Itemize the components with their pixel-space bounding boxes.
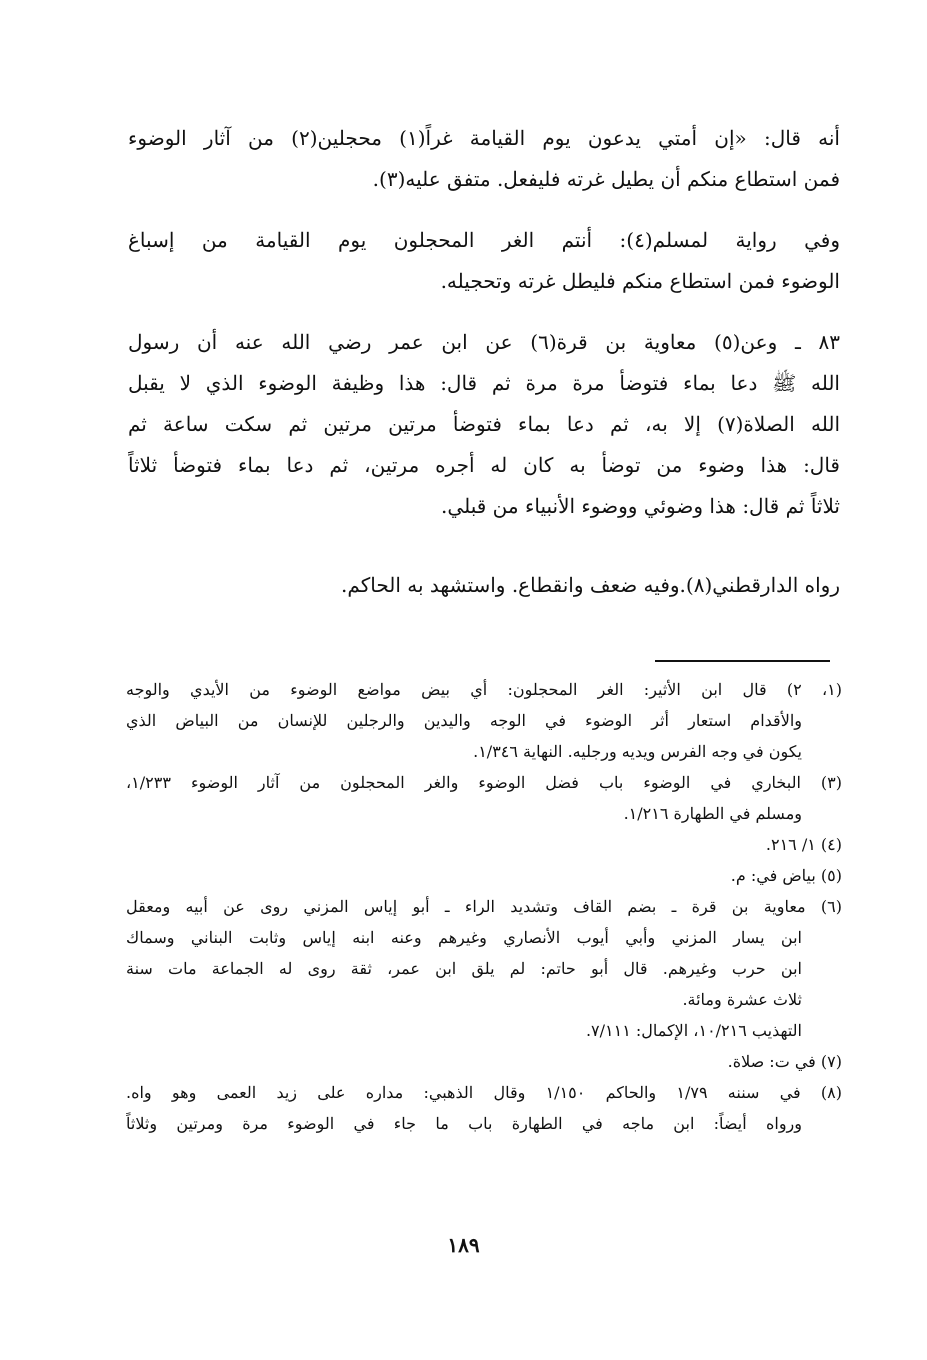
footnote-line: ثلاث عشرة ومائة. bbox=[682, 990, 802, 1009]
footnote-1-2 bbox=[126, 674, 842, 767]
footnote-line: والأقدام استعار أثر الوضوء في الوجه واليدين والرجلين للإنسان من البياض الذي bbox=[126, 711, 802, 730]
paragraph-hadith-ghurr bbox=[128, 118, 840, 200]
footnote-line: يكون في وجه الفرس ويديه ورجليه. النهاية ١/٣٤٦. bbox=[473, 742, 802, 761]
paragraph-source bbox=[128, 565, 840, 606]
footnote-line: (٣) البخاري في الوضوء باب فضل الوضوء والغر المحجلون من آثار الوضوء ١/٢٣٣، bbox=[126, 773, 842, 792]
footnote-8 bbox=[126, 1077, 842, 1139]
text-line: فمن استطاع منكم أن يطيل غرته فليفعل. متفق عليه(٣). bbox=[372, 167, 840, 191]
footnote-line: ومسلم في الطهارة ١/٢١٦. bbox=[623, 804, 802, 823]
text-line: ٨٣ ـ وعن(٥) معاوية بن قرة(٦) عن ابن عمر رضي الله عنه أن رسول bbox=[128, 330, 840, 354]
footnote-line: (١، ٢) قال ابن الأثير: الغر المحجلون: أي بيض مواضع الوضوء من الأيدي والوجه bbox=[126, 680, 842, 699]
footnote-line: ابن حرب وغيرهم. قال أبو حاتم: لم يلق ابن عمر، ثقة روى له الجماعة مات سنة bbox=[126, 959, 802, 978]
text-line: الوضوء فمن استطاع منكم فليطل غرته وتحجيله. bbox=[440, 269, 840, 293]
footnote-7 bbox=[126, 1046, 842, 1077]
paragraph-hadith-83 bbox=[128, 322, 840, 527]
footnote-separator bbox=[655, 660, 830, 662]
footnote-line: (٦) معاوية بن قرة ـ بضم القاف وتشديد الراء ـ أبو إياس المزني روى عن أبيه ومعقل bbox=[126, 897, 842, 916]
footnote-line: (٨) في سننه ١/٧٩ والحاكم ١/١٥٠ وقال الذهبي: مداره على زيد العمى وهو واه. bbox=[126, 1083, 842, 1102]
footnote-3 bbox=[126, 767, 842, 829]
page-number: ١٨٩ bbox=[447, 1233, 480, 1257]
footnote-line: (٤) ١/ ٢١٦. bbox=[765, 835, 842, 854]
footnote-line: ورواه أيضاً: ابن ماجه في الطهارة باب ما جاء في الوضوء مرة ومرتين وثلاثاً bbox=[126, 1114, 802, 1133]
paragraph-muslim-narration bbox=[128, 220, 840, 302]
footnote-6 bbox=[126, 891, 842, 1046]
footnote-line: التهذيب ١٠/٢١٦، الإكمال: ٧/١١١. bbox=[585, 1021, 802, 1040]
footnote-line: ابن يسار المزني وأبي أيوب الأنصاري وغيرهم وعنه ابنه إياس وثابت البناني وسماك bbox=[126, 928, 802, 947]
text-line: رواه الدارقطني(٨).وفيه ضعف وانقطاع. واستشهد به الحاكم. bbox=[341, 573, 840, 597]
footnote-line: (٥) بياض في: م. bbox=[730, 866, 842, 885]
text-line: الله ﷺ دعا بماء فتوضأ مرة مرة ثم قال: هذا وظيفة الوضوء الذي لا يقبل bbox=[128, 371, 840, 395]
text-line: الله الصلاة(٧) إلا به، ثم دعا بماء فتوضأ مرتين مرتين ثم سكت ساعة ثم bbox=[128, 412, 840, 436]
text-line: قال: هذا وضوء من توضأ به كان له أجره مرتين، ثم دعا بماء فتوضأ ثلاثاً bbox=[128, 453, 840, 477]
footnote-line: (٧) في ت: صلاة. bbox=[727, 1052, 842, 1071]
text-line: أنه قال: «إن أمتي يدعون يوم القيامة غراً(١) محجلين(٢) من آثار الوضوء bbox=[128, 126, 840, 150]
text-line: وفي رواية لمسلم(٤): أنتم الغر المحجلون يوم القيامة من إسباغ bbox=[128, 228, 840, 252]
footnotes bbox=[126, 674, 842, 1139]
footnote-5 bbox=[126, 860, 842, 891]
text-line: ثلاثاً ثم قال: هذا وضوئي ووضوء الأنبياء من قبلي. bbox=[441, 494, 840, 518]
footnote-4 bbox=[126, 829, 842, 860]
